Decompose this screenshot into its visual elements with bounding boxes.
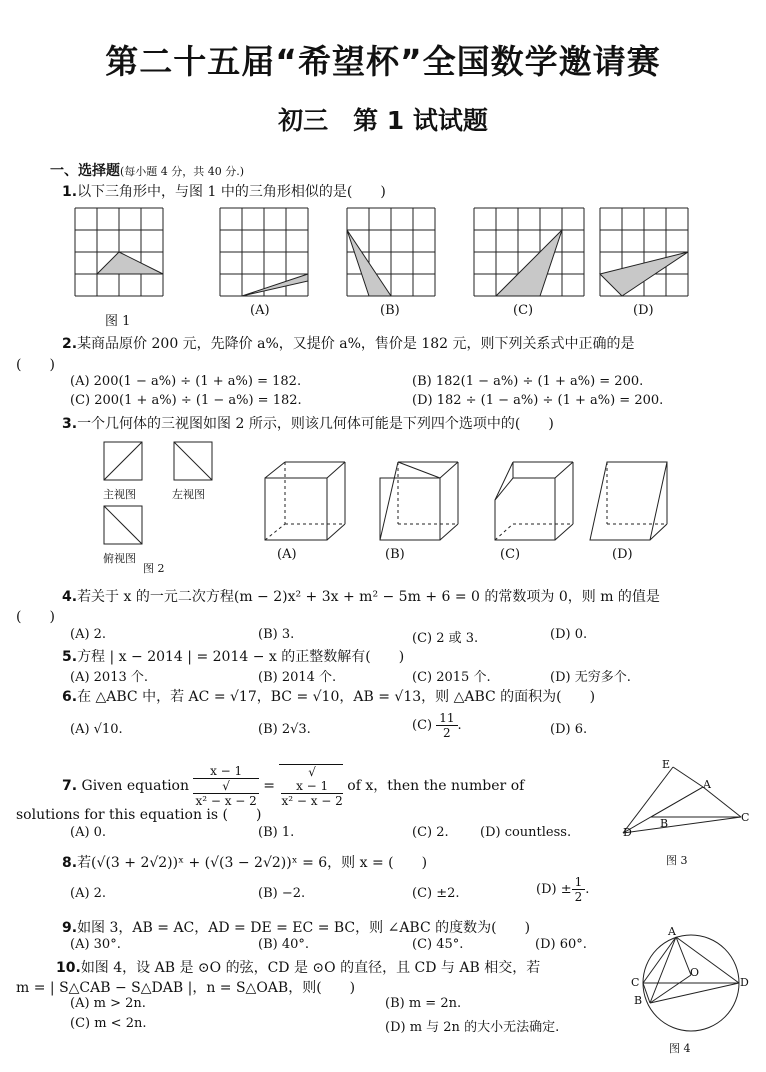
figure-4 bbox=[636, 925, 746, 1035]
option-c: (C) $\frac{11}{2}$ . bbox=[412, 711, 462, 740]
point-d: D bbox=[623, 826, 632, 839]
point-a: A bbox=[703, 778, 711, 791]
triangle-fig1 bbox=[97, 252, 163, 274]
option-a: (A) m > 2n. bbox=[70, 996, 146, 1011]
figure-caption: 图 3 bbox=[666, 854, 688, 867]
page-subtitle: 初三 第 1 试试题 bbox=[278, 106, 488, 135]
option-d: (D) ± $\frac{1}{2}$ . bbox=[536, 875, 590, 904]
question-text: 某商品原价 200 元，先降价 a%，又提价 a%，售价是 182 元，则下列关系式中正确的是 bbox=[77, 336, 635, 352]
option-d: (D) 182 ÷ (1 − a%) ÷ (1 + a%) = 200. bbox=[412, 393, 664, 408]
question-number: 2. bbox=[62, 336, 78, 352]
option-a: (A) √10. bbox=[70, 722, 123, 737]
question-number: 4. bbox=[62, 589, 78, 605]
figure-3 bbox=[615, 755, 755, 840]
q1-figures bbox=[70, 206, 710, 306]
option-c: (C) m < 2n. bbox=[70, 1016, 147, 1031]
question-7: 7. Given equation x − 1 √ x² − x − 2 = √ x − 1 x² − x − 2 of x，then the number of bbox=[62, 764, 525, 808]
fraction bbox=[572, 875, 586, 904]
answer-blank: ( ) bbox=[16, 609, 55, 625]
option-c: (C) 200(1 + a%) ÷ (1 − a%) = 182. bbox=[70, 393, 302, 408]
figure-caption: 图 2 bbox=[143, 562, 165, 575]
option-label-a: (A) bbox=[250, 303, 270, 318]
point-b: B bbox=[634, 994, 643, 1007]
fraction-right: √ x − 1 x² − x − 2 bbox=[281, 765, 343, 808]
question-number: 3. bbox=[62, 416, 78, 432]
option-c: (C) 2 或 3. bbox=[412, 631, 479, 646]
option-c: (C) 2. bbox=[412, 825, 449, 840]
denominator: 2 bbox=[574, 890, 583, 904]
option-prefix: (D) ± bbox=[536, 882, 572, 897]
option-label-b: (B) bbox=[380, 303, 400, 318]
top-view-label: 俯视图 bbox=[103, 552, 136, 565]
option-c: (C) ±2. bbox=[412, 886, 460, 901]
option-b: (B) 1. bbox=[258, 825, 295, 840]
option-d: (D) m 与 2n 的大小无法确定. bbox=[385, 1020, 560, 1035]
denominator: √ x² − x − 2 bbox=[195, 779, 257, 808]
question-7-line2: solutions for this equation is ( ) bbox=[16, 807, 262, 823]
option-a: (A) 2013 个. bbox=[70, 670, 149, 685]
numerator: 1 bbox=[572, 875, 586, 890]
option-label-c: (C) bbox=[513, 303, 534, 318]
point-d: D bbox=[740, 976, 749, 989]
point-c: C bbox=[631, 976, 640, 989]
point-o: O bbox=[690, 966, 700, 979]
question-text: 以下三角形中，与图 1 中的三角形相似的是( ) bbox=[77, 184, 386, 200]
option-d: (D) countless. bbox=[480, 825, 572, 840]
question-text: 方程 | x − 2014 | = 2014 − x 的正整数解有( ) bbox=[77, 649, 405, 665]
figure-caption: 图 1 bbox=[105, 314, 131, 329]
option-prefix: (C) bbox=[412, 718, 433, 733]
point-a: A bbox=[668, 925, 676, 938]
question-text: 如图 4，设 AB 是 ⊙O 的弦，CD 是 ⊙O 的直径，且 CD 与 AB 相交，若 bbox=[80, 960, 541, 976]
option-label-d: (D) bbox=[633, 303, 654, 318]
option-d: (D) 0. bbox=[550, 627, 588, 642]
option-d: (D) 60°. bbox=[535, 937, 587, 952]
section-heading bbox=[50, 160, 244, 180]
question-number: 10. bbox=[56, 960, 81, 976]
triangle-c bbox=[496, 230, 562, 296]
question-2 bbox=[62, 333, 635, 353]
question-number: 8. bbox=[62, 855, 78, 871]
question-text: 如图 3，AB = AC，AD = DE = EC = BC，则 ∠ABC 的度数为( ) bbox=[77, 920, 531, 936]
question-text: 若关于 x 的一元二次方程(m − 2)x² + 3x + m² − 5m + 6 = 0 的常数项为 0，则 m 的值是 bbox=[77, 589, 660, 605]
option-a: (A) 2. bbox=[70, 886, 107, 901]
option-b: (B) 2014 个. bbox=[258, 670, 337, 685]
option-a: (A) 200(1 − a%) ÷ (1 + a%) = 182. bbox=[70, 374, 302, 389]
option-d: (D) 6. bbox=[550, 722, 588, 737]
page-title: 第二十五届“希望杯”全国数学邀请赛 bbox=[105, 42, 661, 81]
option-c: (C) 2015 个. bbox=[412, 670, 491, 685]
question-6 bbox=[62, 686, 595, 706]
q3-solids bbox=[255, 460, 675, 545]
question-text: of x，then the number of bbox=[347, 778, 525, 794]
section-label: 一、选择题 bbox=[50, 163, 120, 179]
question-number: 1. bbox=[62, 184, 78, 200]
numerator: 11 bbox=[436, 711, 457, 726]
question-4 bbox=[62, 586, 660, 606]
option-d: (D) 无穷多个. bbox=[550, 670, 631, 685]
point-b: B bbox=[660, 817, 669, 830]
option-c: (C) 45°. bbox=[412, 937, 464, 952]
fraction-left bbox=[193, 764, 258, 808]
question-number: 5. bbox=[62, 649, 78, 665]
side-view-label: 左视图 bbox=[172, 488, 205, 501]
question-text: 若(√(3 + 2√2))ˣ + (√(3 − 2√2))ˣ = 6，则 x = ( ) bbox=[77, 855, 428, 871]
option-label-a: (A) bbox=[277, 547, 297, 562]
question-5 bbox=[62, 646, 404, 666]
option-b: (B) 3. bbox=[258, 627, 295, 642]
denominator: x² − x − 2 bbox=[281, 794, 343, 808]
front-view-label: 主视图 bbox=[103, 488, 136, 501]
denominator: 2 bbox=[443, 726, 451, 740]
numerator: x − 1 bbox=[281, 779, 342, 794]
numerator: x − 1 bbox=[193, 764, 258, 779]
question-text: 在 △ABC 中，若 AC = √17，BC = √10，AB = √13，则 △ABC 的面积为( ) bbox=[77, 689, 596, 705]
option-label-d: (D) bbox=[612, 547, 633, 562]
fraction bbox=[436, 711, 457, 740]
question-10 bbox=[56, 957, 540, 977]
question-number: 7. bbox=[62, 778, 78, 794]
option-a: (A) 0. bbox=[70, 825, 107, 840]
option-label-c: (C) bbox=[500, 547, 521, 562]
section-note: (每小题 4 分，共 40 分.) bbox=[120, 165, 245, 178]
option-b: (B) m = 2n. bbox=[385, 996, 462, 1011]
question-3 bbox=[62, 413, 554, 433]
question-10-line2: m = | S△CAB − S△DAB |，n = S△OAB，则( ) bbox=[16, 980, 356, 996]
option-b: (B) −2. bbox=[258, 886, 306, 901]
option-b: (B) 40°. bbox=[258, 937, 310, 952]
question-1 bbox=[62, 181, 386, 201]
option-label-b: (B) bbox=[385, 547, 405, 562]
option-b: (B) 182(1 − a%) ÷ (1 + a%) = 200. bbox=[412, 374, 644, 389]
option-b: (B) 2√3. bbox=[258, 722, 311, 737]
answer-blank: ( ) bbox=[16, 357, 55, 373]
figure-caption: 图 4 bbox=[669, 1042, 691, 1055]
question-text: 一个几何体的三视图如图 2 所示，则该几何体可能是下列四个选项中的( ) bbox=[77, 416, 554, 432]
triangle-a bbox=[242, 274, 308, 296]
question-9 bbox=[62, 917, 530, 937]
question-number: 9. bbox=[62, 920, 78, 936]
point-e: E bbox=[662, 758, 671, 771]
point-c: C bbox=[741, 811, 750, 824]
question-number: 6. bbox=[62, 689, 78, 705]
question-text: Given equation bbox=[81, 778, 189, 794]
option-a: (A) 2. bbox=[70, 627, 107, 642]
question-8 bbox=[62, 852, 427, 872]
option-a: (A) 30°. bbox=[70, 937, 121, 952]
